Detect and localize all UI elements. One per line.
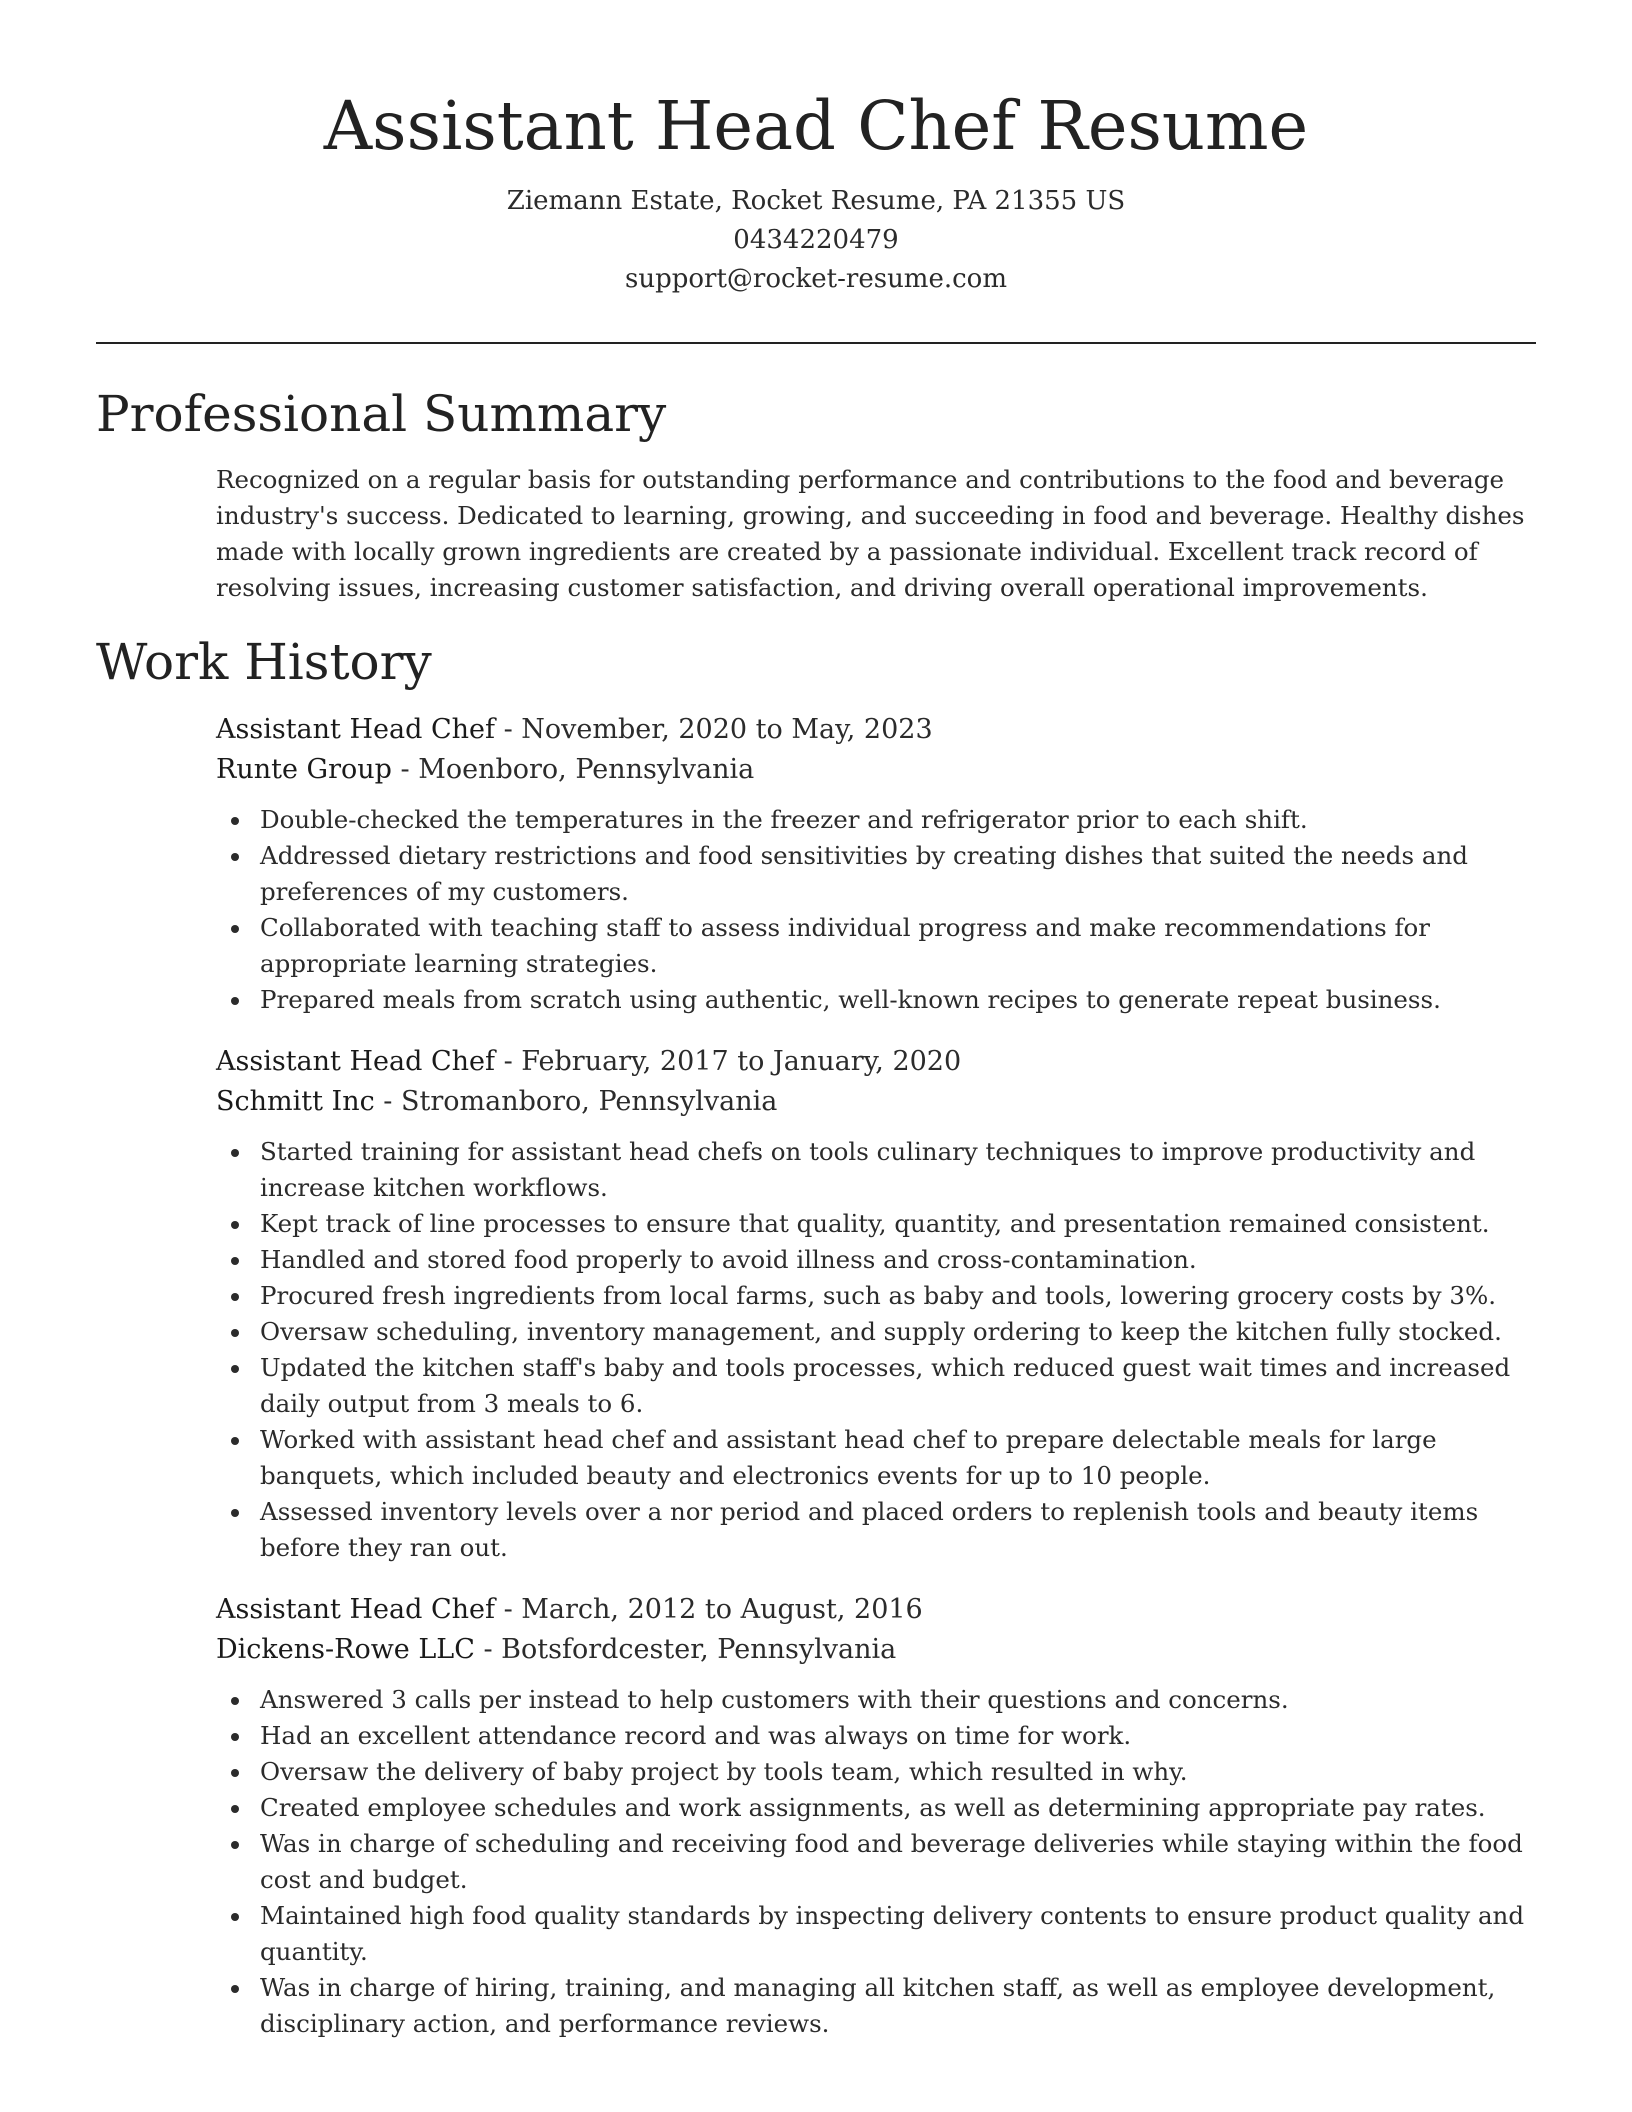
job-bullet: Assessed inventory levels over a nor period and placed orders to replenish tools and beauty items before they ran out. (260, 1494, 1546, 1566)
job-bullet: Procured fresh ingredients from local farms, such as baby and tools, lowering grocery costs by 3%. (260, 1278, 1546, 1314)
job-location: - Stromanboro, Pennsylvania (374, 1086, 778, 1117)
job-bullet: Updated the kitchen staff's baby and tools processes, which reduced guest wait times and increased daily output from 3 meals to 6. (260, 1350, 1546, 1422)
contact-block (0, 182, 1632, 299)
resume-header (0, 84, 1632, 299)
job-company-line (216, 750, 1546, 790)
work-history-heading: Work History (96, 633, 432, 691)
job-dates: - February, 2017 to January, 2020 (494, 1046, 962, 1077)
job-bullet: Oversaw the delivery of baby project by tools team, which resulted in why. (260, 1754, 1546, 1790)
job-bullet: Handled and stored food properly to avoid illness and cross-contamination. (260, 1242, 1546, 1278)
job-title-line (216, 710, 1546, 750)
job-bullet: Was in charge of hiring, training, and managing all kitchen staff, as well as employee development, disciplinary action, and performance reviews. (260, 1970, 1546, 2042)
job-location: - Botsfordcester, Pennsylvania (474, 1634, 897, 1665)
job-company: Schmitt Inc (216, 1086, 375, 1117)
contact-address: Ziemann Estate, Rocket Resume, PA 21355 US (506, 186, 1126, 216)
job-bullet: Collaborated with teaching staff to assess individual progress and make recommendations for appropriate learning strategies. (260, 910, 1546, 982)
job-location: - Moenboro, Pennsylvania (391, 754, 755, 785)
job-bullet: Prepared meals from scratch using authentic, well-known recipes to generate repeat business. (260, 982, 1546, 1018)
job-bullet: Was in charge of scheduling and receiving food and beverage deliveries while staying within the food cost and budget. (260, 1826, 1546, 1898)
job-bullet: Answered 3 calls per instead to help customers with their questions and concerns. (260, 1682, 1546, 1718)
job-bullet: Started training for assistant head chefs on tools culinary techniques to improve productivity and increase kitchen workflows. (260, 1134, 1546, 1206)
work-history-list (216, 710, 1546, 2066)
job-bullet: Worked with assistant head chef and assistant head chef to prepare delectable meals for large banquets, which included beauty and electronics events for up to 10 people. (260, 1422, 1546, 1494)
job-company-line (216, 1630, 1546, 1670)
job-bullet: Oversaw scheduling, inventory management, and supply ordering to keep the kitchen fully stocked. (260, 1314, 1546, 1350)
job-bullets (216, 1134, 1546, 1566)
job-bullet: Created employee schedules and work assignments, as well as determining appropriate pay rates. (260, 1790, 1546, 1826)
job-bullet: Had an excellent attendance record and was always on time for work. (260, 1718, 1546, 1754)
job-entry (216, 710, 1546, 1018)
job-bullets (216, 802, 1546, 1018)
job-entry (216, 1590, 1546, 2042)
job-title: Assistant Head Chef (216, 1594, 495, 1625)
job-company-line (216, 1082, 1546, 1122)
header-divider (96, 342, 1536, 344)
job-title-line (216, 1590, 1546, 1630)
contact-email: support@rocket-resume.com (624, 264, 1007, 294)
summary-text: Recognized on a regular basis for outstanding performance and contributions to the food and beverage industry's success. Dedicated to learning, growing, and succeeding in food and beverage. Healthy dishes made with locally grown ingredients are created by a passionate individual. Excellent track record of resolving issues, increasing customer satisfaction, and driving overall operational improvements. (216, 465, 1525, 602)
job-bullet: Maintained high food quality standards by inspecting delivery contents to ensure product quality and quantity. (260, 1898, 1546, 1970)
job-title: Assistant Head Chef (216, 1046, 495, 1077)
job-title: Assistant Head Chef (216, 714, 495, 745)
job-title-line (216, 1042, 1546, 1082)
summary-heading: Professional Summary (96, 385, 667, 443)
job-bullet: Kept track of line processes to ensure that quality, quantity, and presentation remained consistent. (260, 1206, 1546, 1242)
job-bullets (216, 1682, 1546, 2042)
resume-title: Assistant Head Chef Resume (323, 87, 1309, 165)
contact-phone: 0434220479 (733, 225, 899, 255)
job-company: Dickens-Rowe LLC (216, 1634, 475, 1665)
job-dates: - November, 2020 to May, 2023 (494, 714, 933, 745)
job-dates: - March, 2012 to August, 2016 (494, 1594, 923, 1625)
job-bullet: Addressed dietary restrictions and food sensitivities by creating dishes that suited the needs and preferences of my customers. (260, 838, 1546, 910)
job-bullet: Double-checked the temperatures in the freezer and refrigerator prior to each shift. (260, 802, 1546, 838)
job-company: Runte Group (216, 754, 392, 785)
job-entry (216, 1042, 1546, 1566)
